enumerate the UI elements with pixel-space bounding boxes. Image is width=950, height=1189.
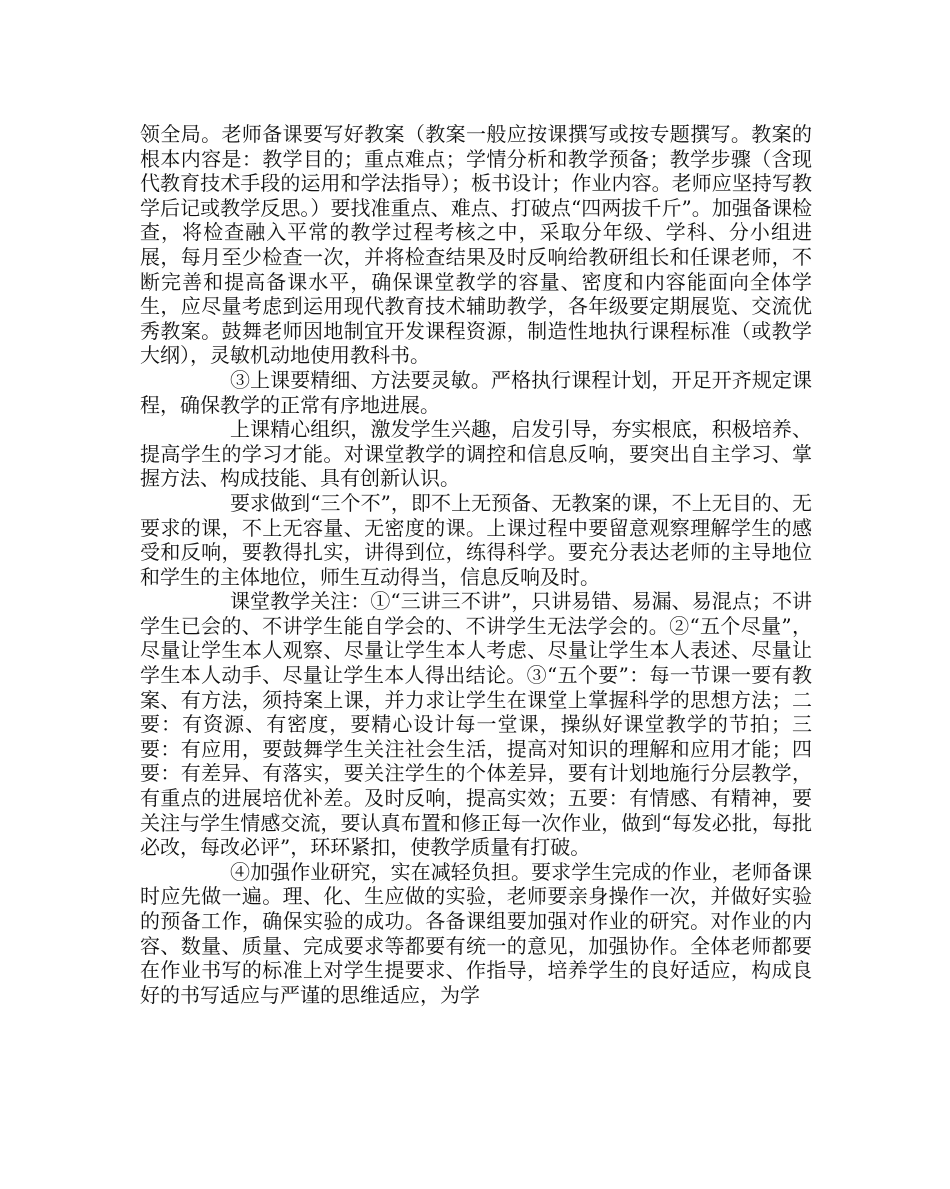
paragraph-classroom-focus: 课堂教学关注：①“三讲三不讲”，只讲易错、易漏、易混点；不讲学生已会的、不讲学生能自学会的、不讲学生无法学会的。②“五个尽量”，尽量让学生本人观察、尽量让学生本人考虑、尽量让学生本人表述、尽量让学生本人动手、尽量让学生本人得出结论。③“五个要”：每一节课一要有教案、有方法，须持案上课，并力求让学生在课堂上掌握科学的思想方法；二要：有资源、有密度，要精心设计每一堂课，操纵好课堂教学的节拍；三要：有应用，要鼓舞学生关注社会生活，提高对知识的理解和应用才能；四要：有差异、有落实，要关注学生的个体差异，要有计划地施行分层教学，有重点的进展培优补差。及时反响，提高实效；五要：有情感、有精神，要关注与学生情感交流，要认真布置和修正每一次作业，做到“每发必批，每批必改，每改必评”，环环紧扣，使教学质量有打破。 [140,589,812,860]
paragraph-three-nots: 要求做到“三个不”，即不上无预备、无教案的课，不上无目的、无要求的课，不上无容量、无密度的课。上课过程中要留意观察理解学生的感受和反响，要教得扎实，讲得到位，练得科学。要充分表达老师的主导地位和学生的主体地位，师生互动得当，信息反响及时。 [140,490,812,589]
paragraph-class-requirements: ③上课要精细、方法要灵敏。严格执行课程计划，开足开齐规定课程，确保教学的正常有序地进展。 [140,367,812,417]
paragraph-homework-research: ④加强作业研究，实在减轻负担。要求学生完成的作业，老师备课时应先做一遍。理、化、生应做的实验，老师要亲身操作一次，并做好实验的预备工作，确保实验的成功。各备课组要加强对作业的研究。对作业的内容、数量、质量、完成要求等都要有统一的意见，加强协作。全体老师都要在作业书写的标准上对学生提要求、作指导，培养学生的良好适应，构成良好的书写适应与严谨的思维适应，为学 [140,859,812,1007]
document-page [140,122,812,1007]
paragraph-class-organization: 上课精心组织，激发学生兴趣，启发引导，夯实根底，积极培养、提高学生的学习才能。对课堂教学的调控和信息反响，要突出自主学习、掌握方法、构成技能、具有创新认识。 [140,417,812,491]
paragraph-lesson-planning: 领全局。老师备课要写好教案（教案一般应按课撰写或按专题撰写。教案的根本内容是：教学目的；重点难点；学情分析和教学预备；教学步骤（含现代教育技术手段的运用和学法指导）；板书设计；作业内容。老师应坚持写教学后记或教学反思。）要找准重点、难点、打破点“四两拔千斤”。加强备课检查，将检查融入平常的教学过程考核之中，采取分年级、学科、分小组进展，每月至少检查一次，并将检查结果及时反响给教研组长和任课老师，不断完善和提高备课水平，确保课堂教学的容量、密度和内容能面向全体学生，应尽量考虑到运用现代教育技术辅助教学，各年级要定期展览、交流优秀教案。鼓舞老师因地制宜开发课程资源，制造性地执行课程标准（或教学大纲），灵敏机动地使用教科书。 [140,122,812,368]
